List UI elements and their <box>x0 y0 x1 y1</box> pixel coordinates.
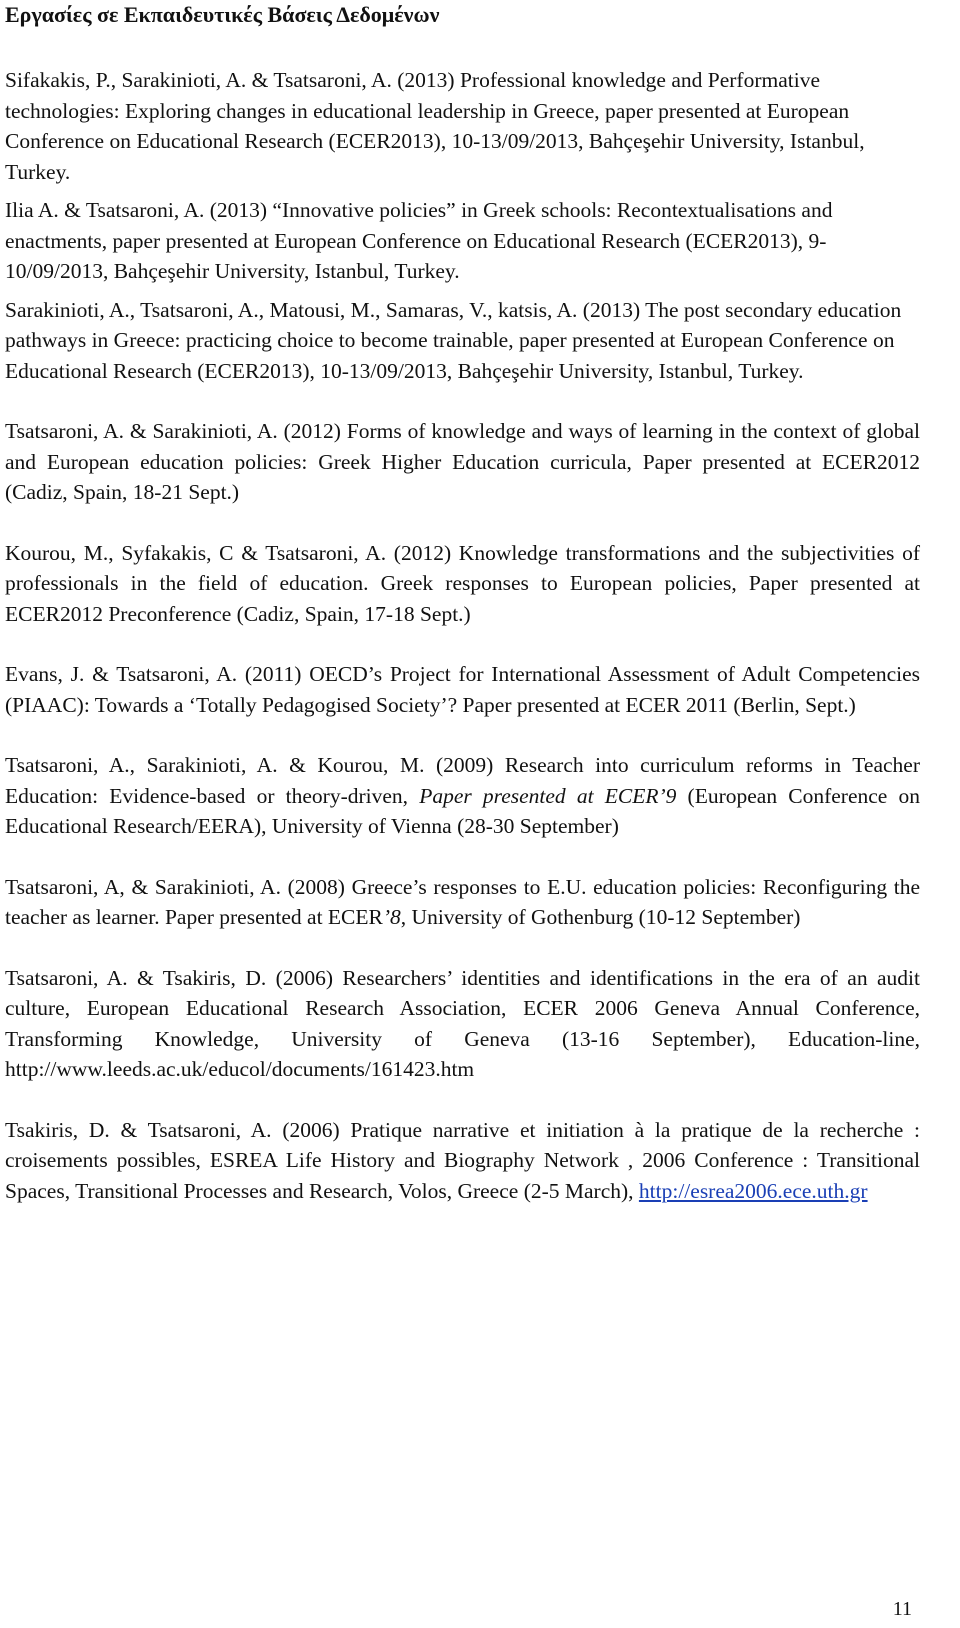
publication-entry-5: Kourou, M., Syfakakis, C & Tsatsaroni, A. (2012) Knowledge transformations and the subjectivities of professionals in the field of education. Greek responses to European policies, Paper presented at ECER2012 Preconference (Cadiz, Spain, 17-18 Sept.) <box>5 540 920 626</box>
publication-entry-4: Tsatsaroni, A. & Sarakinioti, A. (2012) Forms of knowledge and ways of learning in the context of global and European education policies: Greek Higher Education curricula, Paper presented at ECER2012 (Cadiz, Spain, 18-21 Sept.) <box>5 419 920 504</box>
publication-entry-3: Sarakinioti, A., Tsatsaroni, A., Matousi, M., Samaras, V., katsis, A. (2013) The post secondary education pathways in Greece: practicing choice to become trainable, paper presented at European Conference on Educational Research (ECER2013), 10-13/09/2013, Bahçeşehir University, Istanbul, Turkey. <box>5 297 902 383</box>
entry-8-text-after: , University of Gothenburg (10-12 September) <box>400 905 801 929</box>
publication-entry-2: Ilia A. & Tsatsaroni, A. (2013) “Innovative policies” in Greek schools: Recontextualisations and enactments, paper presented at European Conference on Educational Research (ECER2013), 9-10/09/2013, Bahçeşehir University, Istanbul, Turkey. <box>5 198 833 283</box>
entry-7-text-before: Tsatsaroni, A., Sarakinioti, A. & Kourou, M. (2009) Research into curriculum reforms in Teacher Education: Evidence-based or theory-driven, <box>5 753 920 808</box>
page-number: 11 <box>892 1598 912 1620</box>
section-heading: Εργασίες σε Εκπαιδευτικές Βάσεις Δεδομένων <box>5 2 440 27</box>
entry-8-italic-text: ’8 <box>382 905 401 929</box>
publication-list <box>5 65 920 1206</box>
publication-entry-6: Evans, J. & Tsatsaroni, A. (2011) OECD’s Project for International Assessment of Adult Competencies (PIAAC): Towards a ‘Totally Pedagogised Society’? Paper presented at ECER 2011 (Berlin, Sept.) <box>5 662 920 717</box>
esrea-link[interactable]: http://esrea2006.ece.uth.gr <box>638 1178 868 1203</box>
publication-entry-7 <box>5 750 920 842</box>
publication-entry-10 <box>5 1115 920 1207</box>
entry-7-italic-text: Paper presented at ECER’9 <box>419 783 677 808</box>
publication-entry-1: Sifakakis, P., Sarakinioti, A. & Tsatsaroni, A. (2013) Professional knowledge and Performative technologies: Exploring changes in educational leadership in Greece, paper presented at European Conference on Educational Research (ECER2013), 10-13/09/2013, Bahçeşehir University, Istanbul, Turkey. <box>5 68 865 184</box>
publication-entry-8 <box>5 872 920 933</box>
document-page <box>5 0 920 1236</box>
entry-8-text-before: Tsatsaroni, A, & Sarakinioti, A. (2008) Greece’s responses to E.U. education policies: Reconfiguring the teacher as learner. Paper presented at ECER <box>5 874 920 929</box>
entry-7-text-after: (European Conference on Educational Research/EERA), University of Vienna (28-30 September) <box>5 783 921 838</box>
publication-entry-9: Tsatsaroni, A. & Tsakiris, D. (2006) Researchers’ identities and identifications in the era of an audit culture, European Educational Research Association, ECER 2006 Geneva Annual Conference, Transforming Knowledge, University of Geneva (13-16 September), Education-line, http://www.leeds.ac.uk/educol/documents/161423.htm <box>5 965 920 1081</box>
entry-10-text: Tsakiris, D. & Tsatsaroni, A. (2006) Pratique narrative et initiation à la pratique de la recherche : croisements possibles, ESREA Life History and Biography Network , 2006 Conference : Transitional Spaces, Transitional Processes and Research, Volos, Greece (2-5 March), <box>5 1117 920 1203</box>
